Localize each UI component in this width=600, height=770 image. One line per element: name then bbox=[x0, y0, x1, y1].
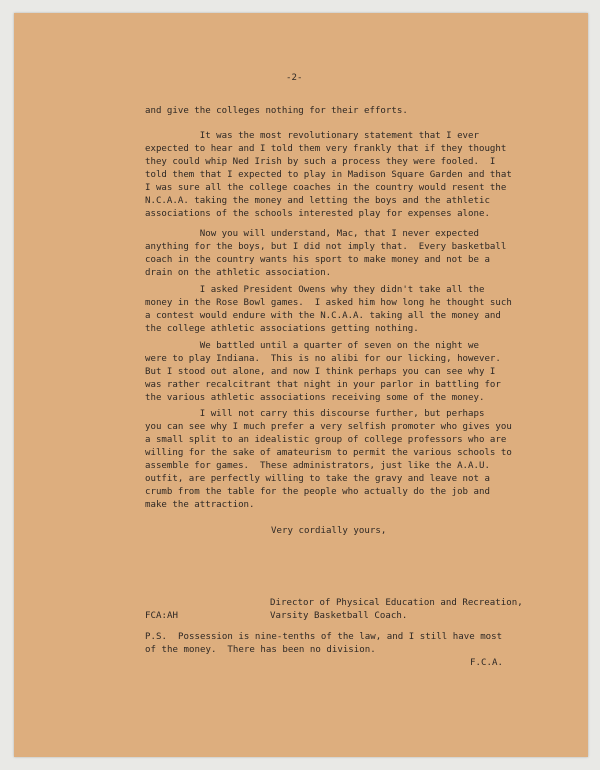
page-number: -2- bbox=[286, 73, 303, 83]
text-line: was rather recalcitrant that night in your parlor in battling for bbox=[145, 380, 501, 390]
text-line: told them that I expected to play in Madison Square Garden and that bbox=[145, 170, 512, 180]
postscript-line1: P.S. Possession is nine-tenths of the law, and I still have most bbox=[145, 632, 503, 642]
text-line: Now you will understand, Mac, that I never expected bbox=[145, 229, 479, 239]
text-line: willing for the sake of amateurism to permit the various schools to bbox=[145, 448, 512, 458]
text-line: We battled until a quarter of seven on the night we bbox=[145, 341, 479, 351]
paragraph-5 bbox=[145, 408, 535, 512]
text-line: coach in the country wants his sport to make money and not be a bbox=[145, 255, 490, 265]
text-line: drain on the athletic association. bbox=[145, 268, 332, 278]
text-line: I was sure all the college coaches in the country would resent the bbox=[145, 183, 507, 193]
paragraph-2 bbox=[145, 228, 535, 280]
reference-initials: FCA:AH bbox=[145, 611, 178, 621]
text-line: It was the most revolutionary statement that I ever bbox=[145, 131, 479, 141]
text-line: outfit, are perfectly willing to take the gravy and leave not a bbox=[145, 474, 490, 484]
text-line: a small split to an idealistic group of college professors who are bbox=[145, 435, 507, 445]
text-line: anything for the boys, but I did not imply that. Every basketball bbox=[145, 242, 507, 252]
text-line: assemble for games. These administrators, just like the A.A.U. bbox=[145, 461, 490, 471]
paragraph-4 bbox=[145, 340, 535, 405]
closing-salutation: Very cordially yours, bbox=[271, 526, 387, 536]
text-line: N.C.A.A. taking the money and letting the boys and the athletic bbox=[145, 196, 490, 206]
text-line: make the attraction. bbox=[145, 500, 255, 510]
text-line: they could whip Ned Irish by such a process they were fooled. I bbox=[145, 157, 496, 167]
signature-title-line2: Varsity Basketball Coach. bbox=[270, 611, 408, 621]
text-line: associations of the schools interested play for expenses alone. bbox=[145, 209, 490, 219]
postscript-initials: F.C.A. bbox=[470, 658, 503, 668]
text-line: I will not carry this discourse further, but perhaps bbox=[145, 409, 485, 419]
text-line: But I stood out alone, and now I think perhaps you can see why I bbox=[145, 367, 496, 377]
text-line: crumb from the table for the people who actually do the job and bbox=[145, 487, 490, 497]
text-line: the various athletic associations receiving some of the money. bbox=[145, 393, 485, 403]
text-line: expected to hear and I told them very frankly that if they thought bbox=[145, 144, 507, 154]
text-line: a contest would endure with the N.C.A.A. taking all the money and bbox=[145, 311, 501, 321]
paragraph-1 bbox=[145, 130, 535, 221]
text-line: and give the colleges nothing for their efforts. bbox=[145, 106, 408, 116]
text-line: I asked President Owens why they didn't take all the bbox=[145, 285, 485, 295]
text-line: money in the Rose Bowl games. I asked him how long he thought such bbox=[145, 298, 512, 308]
paragraph-3 bbox=[145, 284, 535, 336]
text-line: you can see why I much prefer a very selfish promoter who gives you bbox=[145, 422, 512, 432]
text-line: were to play Indiana. This is no alibi for our licking, however. bbox=[145, 354, 501, 364]
text-line: the college athletic associations getting nothing. bbox=[145, 324, 419, 334]
signature-title-line1: Director of Physical Education and Recreation, bbox=[270, 598, 523, 608]
postscript-line2: of the money. There has been no division. bbox=[145, 645, 376, 655]
paragraph-0 bbox=[145, 105, 535, 118]
